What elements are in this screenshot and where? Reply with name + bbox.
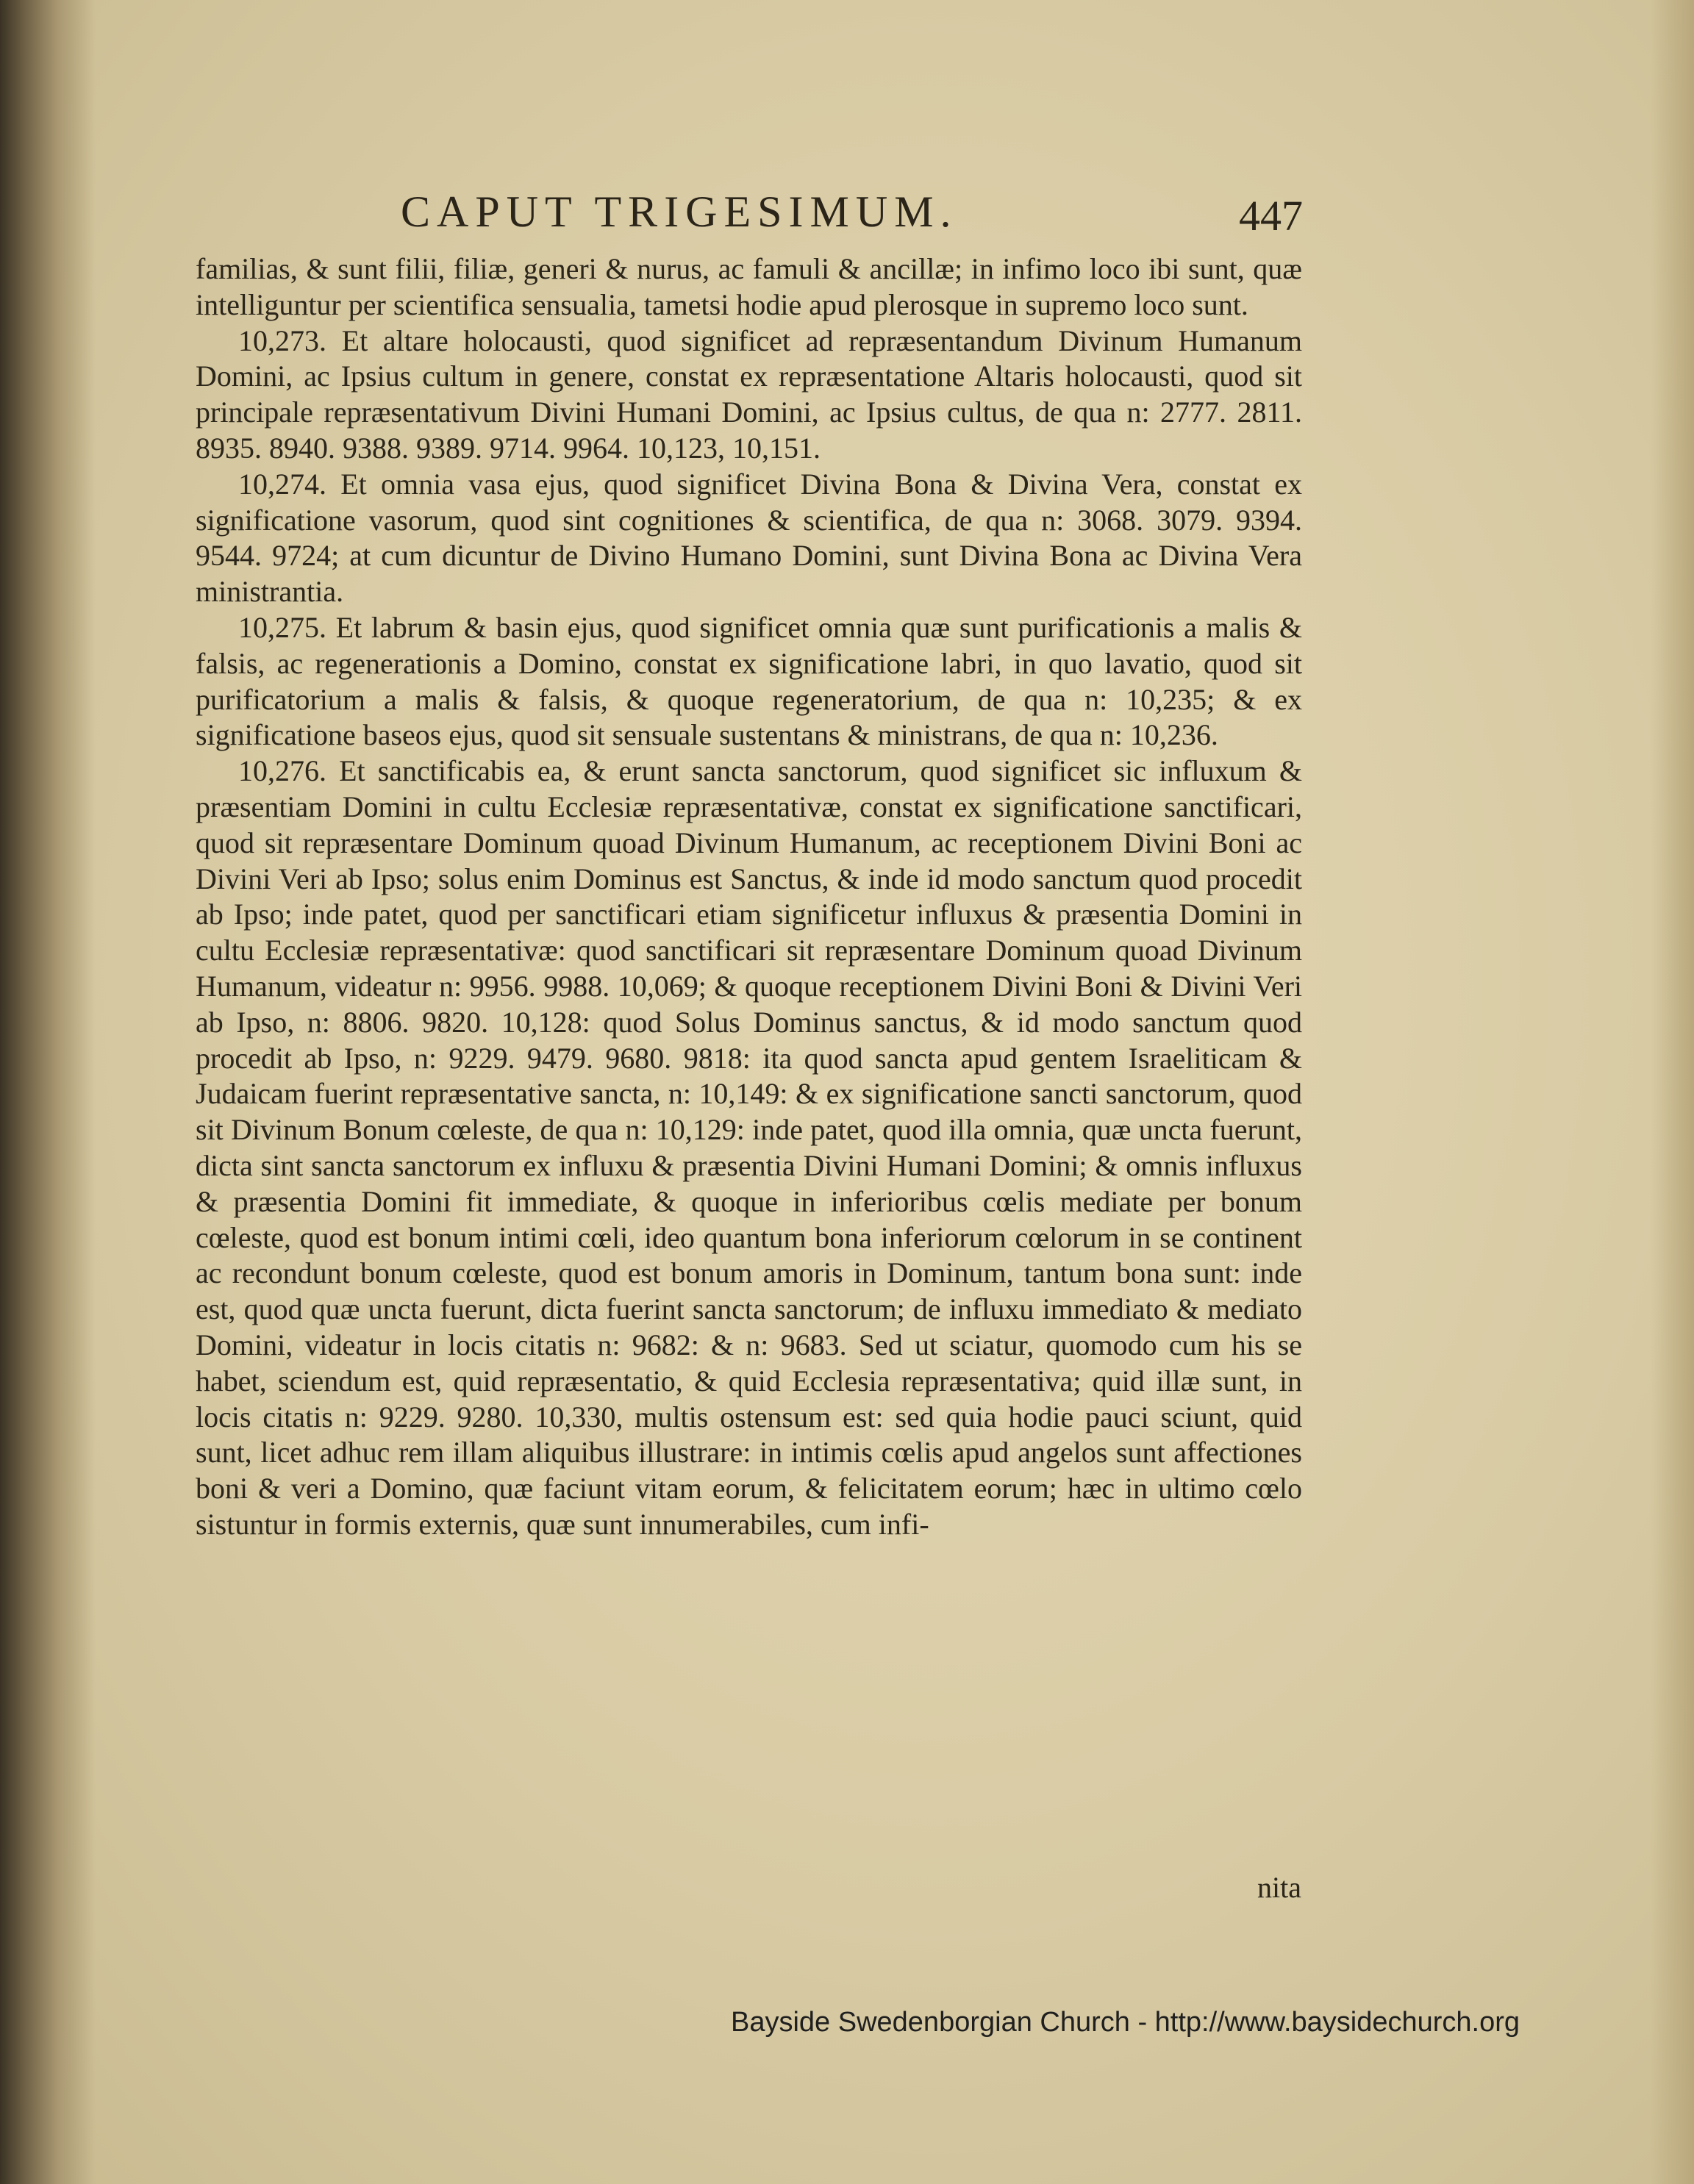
running-title: CAPUT TRIGESIMUM. (401, 187, 958, 236)
paragraph-10276: 10,276. Et sanctificabis ea, & erunt sancta sanctorum, quod significet sic influxum & præsentiam Domini in cultu Ecclesiæ repræsentativæ, constat ex significatione sanctificari, quod sit repræsentare Dominum quoad Divinum Humanum, ac receptionem Divini Boni ac Divini Veri ab Ipso; solus enim Dominus est Sanctus, & inde id modo sanctum quod procedit ab Ipso; inde patet, quod per sanctificari etiam significetur influxus & præsentia Domini in cultu Ecclesiæ repræsentativæ: quod sanctificari sit repræsentare Dominum quoad Divinum Humanum, videatur n: 9956. 9988. 10,069; & quoque receptionem Divini Boni & Divini Veri ab Ipso, n: 8806. 9820. 10,128: quod Solus Dominus sanctus, & id modo sanctum quod procedit ab Ipso, n: 9229. 9479. 9680. 9818: ita quod sancta apud gentem Israeliticam & Judaicam fuerint repræsentative sancta, n: 10,149: & ex significatione sancti sanctorum, quod sit Divinum Bonum cœleste, de qua n: 10,129: inde patet, quod illa omnia, quæ uncta fuerunt, dicta sint sancta sanctorum ex influxu & præsentia Divini Humani Domini; & omnis influxus & præsentia Domini fit immediate, & quoque in inferioribus cœlis mediate per bonum cœleste, quod est bonum intimi cœli, ideo quantum bona inferiorum cœlorum in se continent ac recondunt bonum cœleste, quod est bonum amoris in Dominum, tantum bona sunt: inde est, quod quæ uncta fuerunt, dicta fuerint sancta sanctorum; de influxu immediato & mediato Domini, videatur in locis citatis n: 9682: & n: 9683. Sed ut sciatur, quomodo cum his se habet, sciendum est, quid repræsentatio, & quid Ecclesia repræsentativa; quid illæ sunt, in locis citatis n: 9229. 9280. 10,330, multis ostensum est: sed quia hodie pauci sciunt, quid sunt, licet adhuc rem illam aliquibus illustrare: in intimis cœlis apud angelos sunt affectiones boni & veri a Domino, quæ faciunt vitam eorum, & felicitatem eorum; hæc in ultimo cœlo sistuntur in formis externis, quæ sunt innumerabiles, cum infi- (196, 754, 1302, 1541)
page-header (401, 182, 1316, 241)
paragraph-10275: 10,275. Et labrum & basin ejus, quod significet omnia quæ sunt purificationis a malis & falsis, ac regenerationis a Domino, constat ex significatione labri, in quo lavatio, quod sit purificatorium a malis & falsis, & quoque regeneratorium, de qua n: 10,235; & ex significatione baseos ejus, quod sit sensuale sustentans & ministrans, de qua n: 10,236. (196, 610, 1302, 752)
paragraph-10274: 10,274. Et omnia vasa ejus, quod significet Divina Bona & Divina Vera, constat ex significatione vasorum, quod sint cognitiones & scientifica, de qua n: 3068. 3079. 9394. 9544. 9724; at cum dicuntur de Divino Humano Domini, sunt Divina Bona ac Divina Vera ministrantia. (196, 467, 1302, 609)
page-edge-shading (1650, 0, 1694, 2184)
paragraph-10273: 10,273. Et altare holocausti, quod significet ad repræsentandum Divinum Humanum Domini, ac Ipsius cultum in genere, constat ex repræsentatione Altaris holocausti, quod sit principale repræsentativum Divini Humani Domini, ac Ipsius cultus, de qua n: 2777. 2811. 8935. 8940. 9388. 9389. 9714. 9964. 10,123, 10,151. (196, 323, 1302, 465)
page-number: 447 (1239, 192, 1303, 240)
body-text (196, 251, 1302, 1543)
catchword: nita (1257, 1871, 1301, 1904)
footer-credit: Bayside Swedenborgian Church - http://www.baysidechurch.org (731, 2007, 1520, 2038)
paragraph-continuation: familias, & sunt filii, filiæ, generi & nurus, ac famuli & ancillæ; in infimo loco ibi sunt, quæ intelliguntur per scientifica sensualia, tametsi hodie apud plerosque in supremo loco sunt. (196, 252, 1302, 321)
book-gutter-shadow (0, 0, 96, 2184)
